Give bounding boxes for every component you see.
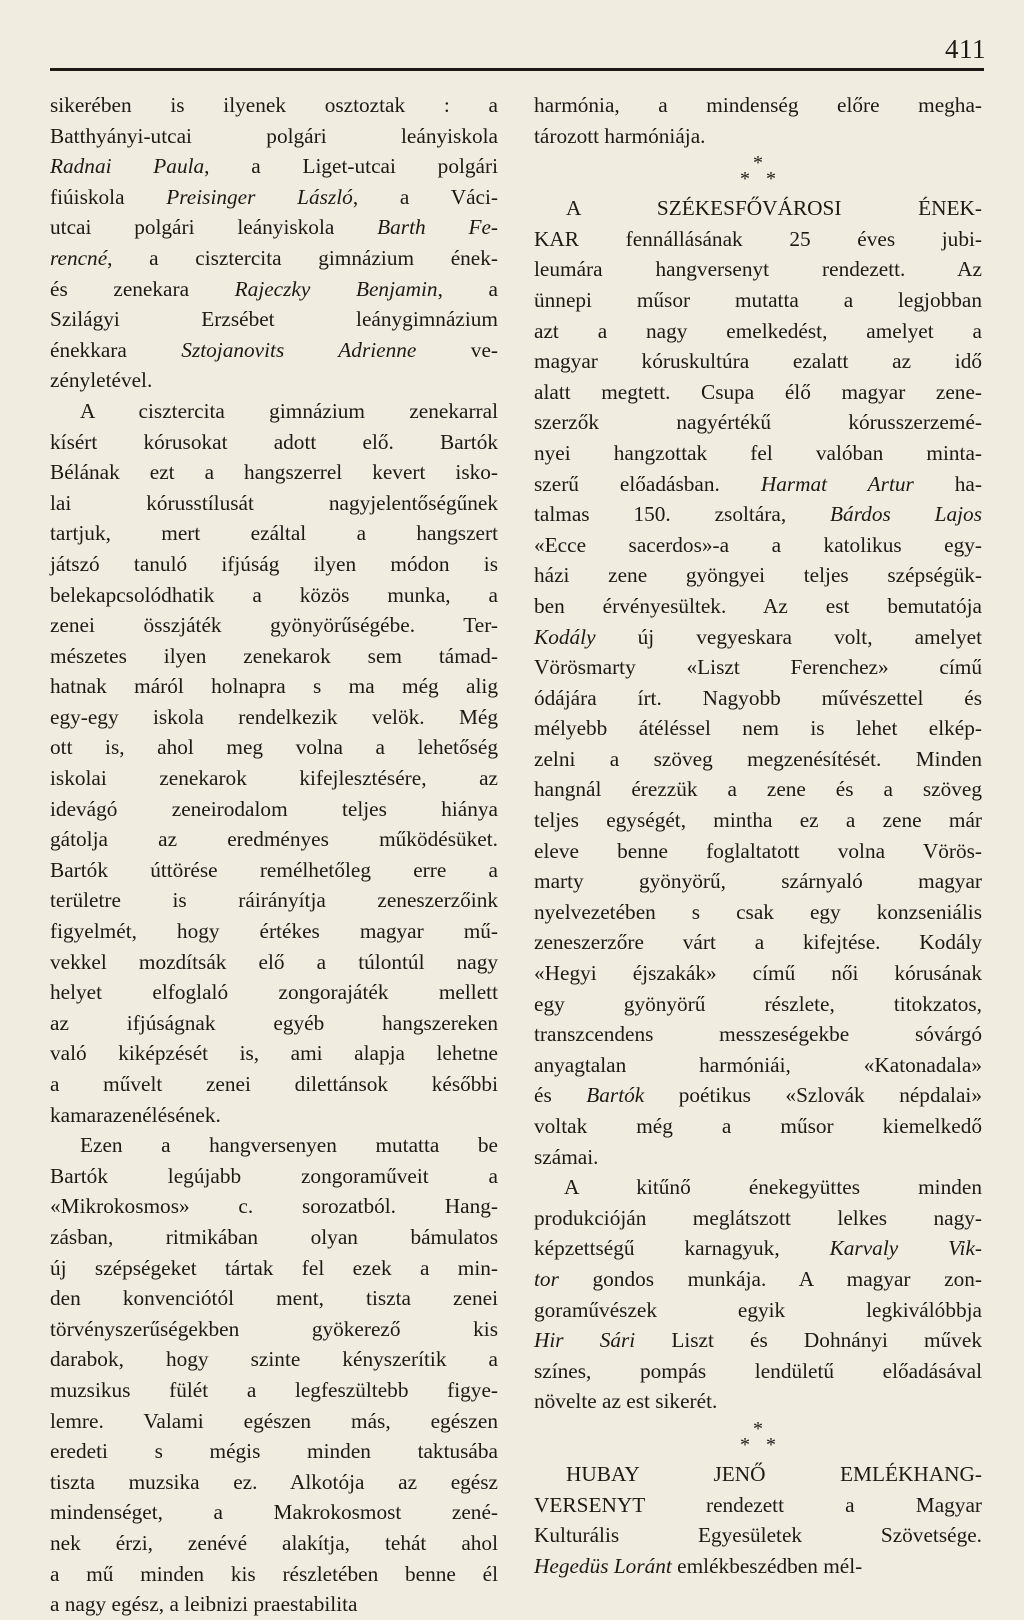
text-line: törvényszerűségekben gyökerező kis xyxy=(50,1316,498,1341)
text-line: zeneszerzőre várt a kifejtése. Kodály xyxy=(534,930,982,955)
text-line: lai kórusstílusát nagyjelentőségűnek xyxy=(50,490,498,515)
text-line: anyagtalan harmóniái, «Katonadala» xyxy=(534,1052,982,1077)
right-column xyxy=(534,90,982,1581)
text-line: nek érzi, zenévé alakítja, tehát ahol xyxy=(50,1530,498,1555)
text-line: és Bartók poétikus «Szlovák népdalai» xyxy=(534,1083,982,1108)
text-line: Batthyányi-utcai polgári leányiskola xyxy=(50,123,498,148)
left-paragraph-2 xyxy=(50,396,498,1130)
text-line: területre is ráirányítja zeneszerzőink xyxy=(50,888,498,913)
text-line: iskolai zenekarok kifejlesztésére, az xyxy=(50,766,498,791)
text-line: figyelmét, hogy értékes magyar mű- xyxy=(50,919,498,944)
right-paragraph-4 xyxy=(534,1459,982,1581)
text-line: zelni a szöveg megzenésítését. Minden xyxy=(534,746,982,771)
text-line: mélyebb átéléssel nem is lehet elkép- xyxy=(534,716,982,741)
text-line: azt a nagy emelkedést, amelyet a xyxy=(534,318,982,343)
text-line: új szépségeket tártak fel ezek a min- xyxy=(50,1255,498,1280)
text-line: helyet elfoglaló zongorajáték mellett xyxy=(50,980,498,1005)
right-paragraph-1 xyxy=(534,90,982,151)
text-line: kísért kórusokat adott elő. Bartók xyxy=(50,429,498,454)
text-line: tiszta muzsika ez. Alkotója az egész xyxy=(50,1469,498,1494)
text-line: játszó tanuló ifjúság ilyen módon is xyxy=(50,551,498,576)
text-line: Bartók legújabb zongoraműveit a xyxy=(50,1163,498,1188)
text-line: marty gyönyörű, szárnyaló magyar xyxy=(534,869,982,894)
text-line: goraművészek egyik legkiválóbbja xyxy=(534,1297,982,1322)
text-line: lemre. Valami egészen más, egészen xyxy=(50,1408,498,1433)
text-line: mindenséget, a Makrokosmost zené- xyxy=(50,1500,498,1525)
text-line: az ifjúságnak egyéb hangszereken xyxy=(50,1010,498,1035)
text-line: sikerében is ilyenek osztoztak : a xyxy=(50,93,498,117)
section-divider-stars: * ** xyxy=(740,1417,792,1456)
text-line: harmónia, a mindenség előre megha- xyxy=(534,93,982,117)
text-line: A kitűnő énekegyüttes minden xyxy=(564,1175,982,1200)
text-line: talmas 150. zsoltára, Bárdos Lajos xyxy=(534,502,982,527)
text-line: képzettségű karnagyuk, Karvaly Vik- xyxy=(534,1236,982,1261)
text-line: muzsikus fülét a legfeszültebb figye- xyxy=(50,1377,498,1402)
text-line: A SZÉKESFŐVÁROSI ÉNEK- xyxy=(566,196,982,221)
text-line: énekkara Sztojanovits Adrienne ve- xyxy=(50,337,498,362)
text-line: és zenekara Rajeczky Benjamin, a xyxy=(50,276,498,301)
right-paragraph-3 xyxy=(534,1172,982,1417)
text-line: alatt megtett. Csupa élő magyar zene- xyxy=(534,379,982,404)
text-line: produkcióján meglátszott lelkes nagy- xyxy=(534,1205,982,1230)
text-line: tartjuk, mert ezáltal a hangszert xyxy=(50,521,498,546)
text-line: házi zene gyöngyei teljes szépségük- xyxy=(534,563,982,588)
text-line: számai. xyxy=(534,1144,599,1169)
text-line: teljes egységét, mintha ez a zene már xyxy=(534,808,982,833)
text-line: VERSENYT rendezett a Magyar xyxy=(534,1492,982,1517)
text-line: a mű minden kis részletében benne él xyxy=(50,1561,498,1586)
text-line: «Mikrokosmos» c. sorozatból. Hang- xyxy=(50,1194,498,1219)
text-line: Bartók úttörése remélhetőleg erre a xyxy=(50,857,498,882)
text-line: A cisztercita gimnázium zenekarral xyxy=(80,398,498,423)
text-line: növelte az est sikerét. xyxy=(534,1389,718,1414)
text-line: Bélának ezt a hangszerrel kevert isko- xyxy=(50,460,498,485)
left-paragraph-1 xyxy=(50,90,498,396)
text-line: darabok, hogy szinte kényszerítik a xyxy=(50,1347,498,1372)
text-line: eleve benne foglaltatott volna Vörös- xyxy=(534,838,982,863)
text-line: nyei hangzottak fel valóban minta- xyxy=(534,440,982,465)
text-line: a művelt zenei dilettánsok későbbi xyxy=(50,1072,498,1096)
text-line: fiúiskola Preisinger László, a Váci- xyxy=(50,184,499,209)
text-line: magyar kóruskultúra ezalatt az idő xyxy=(534,349,982,374)
text-line: nyelvezetében s csak egy konzseniális xyxy=(534,899,982,924)
text-line: zásban, ritmikában olyan bámulatos xyxy=(50,1224,498,1249)
text-line: szerű előadásban. Harmat Artur ha- xyxy=(534,471,982,496)
text-line: hangnál érezzük a zene és a szöveg xyxy=(534,777,982,802)
text-line: tározott harmóniája. xyxy=(534,123,706,148)
text-line: leumára hangversenyt rendezett. Az xyxy=(534,257,982,282)
text-line: egy gyönyörű részlete, titokzatos, xyxy=(534,991,982,1016)
text-line: voltak még a műsor kiemelkedő xyxy=(534,1114,982,1138)
text-line: Kulturális Egyesületek Szövetsége. xyxy=(534,1523,982,1548)
text-line: eredeti s mégis minden taktusába xyxy=(50,1439,498,1464)
text-line: KAR fennállásának 25 éves jubi- xyxy=(534,226,982,251)
text-line: Szilágyi Erzsébet leánygimnázium xyxy=(50,307,498,332)
text-line: zenei összjáték gyönyörűségébe. Ter- xyxy=(50,613,498,638)
text-line: ben érvényesültek. Az est bemutatója xyxy=(534,593,982,618)
text-line: «Hegyi éjszakák» című női kórusának xyxy=(534,961,982,986)
text-line: vekkel mozdítsák elő a túlontúl nagy xyxy=(50,949,498,974)
text-line: Radnai Paula, a Liget-utcai polgári xyxy=(50,154,499,179)
left-column xyxy=(50,90,498,1620)
text-line: egy-egy iskola rendelkezik velök. Még xyxy=(50,704,498,729)
text-line: Ezen a hangversenyen mutatta be xyxy=(80,1133,498,1158)
text-line: belekapcsolódhatik a közös munka, a xyxy=(50,582,498,607)
text-line: színes, pompás lendületű előadásával xyxy=(534,1358,982,1383)
text-line: rencné, a cisztercita gimnázium ének- xyxy=(50,245,498,270)
text-line: szerzők nagyértékű kórusszerzemé- xyxy=(534,410,982,435)
header-rule xyxy=(50,68,984,71)
text-line: idevágó zeneirodalom teljes hiánya xyxy=(50,796,498,821)
text-line: HUBAY JENŐ EMLÉKHANG- xyxy=(566,1461,982,1486)
right-paragraph-2 xyxy=(534,193,982,1172)
text-line: tor gondos munkája. A magyar zon- xyxy=(534,1266,982,1291)
text-line: a nagy egész, a leibnizi praestabilita xyxy=(50,1592,358,1617)
left-paragraph-3 xyxy=(50,1130,498,1620)
section-divider-stars: * ** xyxy=(740,152,792,191)
text-line: gátolja az eredményes működésüket. xyxy=(50,827,498,852)
text-line: hatnak máról holnapra s ma még alig xyxy=(50,674,498,699)
text-line: ünnepi műsor mutatta a legjobban xyxy=(534,287,982,312)
text-line: mészetes ilyen zenekarok sem támad- xyxy=(50,643,498,668)
page-number: 411 xyxy=(945,34,986,64)
text-line: den konvenciótól ment, tiszta zenei xyxy=(50,1286,498,1311)
text-line: való kiképzését is, ami alapja lehetne xyxy=(50,1041,498,1066)
text-line: «Ecce sacerdos»-a a katolikus egy- xyxy=(534,532,982,557)
text-line: transzcendens messzeségekbe sóvárgó xyxy=(534,1022,982,1047)
text-line: kamarazenélésének. xyxy=(50,1102,221,1127)
text-line: zényletével. xyxy=(50,368,153,393)
text-line: Hegedüs Loránt emlékbeszédben mél- xyxy=(534,1553,863,1578)
text-line: ódájára írt. Nagyobb művészettel és xyxy=(534,685,982,710)
text-line: ott is, ahol meg volna a lehetőség xyxy=(50,735,498,760)
text-line: Vörösmarty «Liszt Ferenchez» című xyxy=(534,655,982,680)
text-line: Hir Sári Liszt és Dohnányi művek xyxy=(534,1328,982,1353)
text-line: utcai polgári leányiskola Barth Fe- xyxy=(50,215,498,240)
text-line: Kodály új vegyeskara volt, amelyet xyxy=(534,624,982,649)
